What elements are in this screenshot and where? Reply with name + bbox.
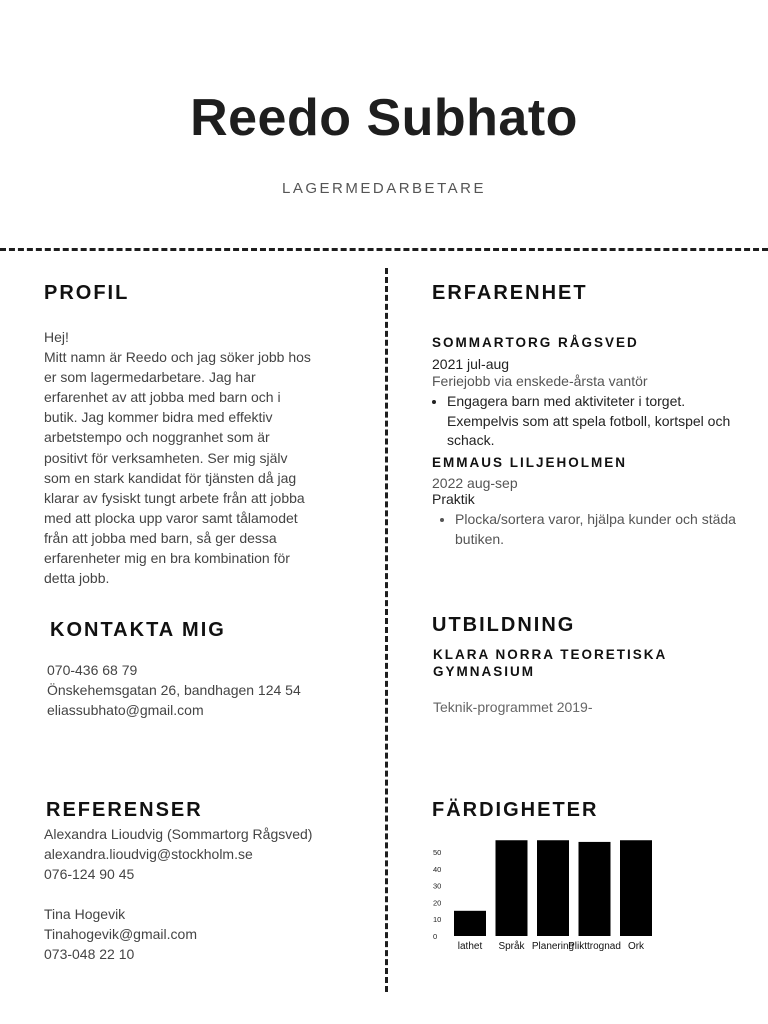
y-tick-label: 50 (433, 848, 442, 857)
contact-email: eliassubhato@gmail.com (47, 702, 204, 719)
job-2-task: • Plocka/sortera varor, hjälpa kunder och städa butiken. (455, 510, 740, 549)
references-heading: REFERENSER (46, 799, 203, 821)
profile-line: från att jobba med barn, så ger dessa (44, 529, 277, 546)
y-tick-label: 0 (433, 932, 438, 941)
job-title: LAGERMEDARBETARE (282, 180, 486, 197)
job-1-company: SOMMARTORG RÅGSVED (432, 335, 639, 350)
job-1-tasks (432, 392, 732, 451)
y-tick-label: 30 (433, 881, 442, 891)
education-heading: UTBILDNING (432, 614, 576, 636)
profile-line: med att plocka upp varor samt tålamodet (44, 509, 298, 526)
reference-1-name: Alexandra Lioudvig (Sommartorg Rågsved) (44, 826, 313, 842)
profile-line: klarar av fysiskt tungt arbete från att jobba (44, 489, 305, 506)
job-2-type: Praktik (432, 491, 475, 507)
reference-2-phone: 073-048 22 10 (44, 946, 135, 963)
profile-text (44, 327, 374, 588)
skill-category-label: Plikttrognad (568, 941, 621, 952)
y-tick-label: 40 (433, 864, 442, 874)
skill-bar (579, 842, 611, 936)
skills-heading: FÄRDIGHETER (432, 799, 599, 821)
experience-heading: ERFARENHET (432, 282, 588, 304)
skill-category-label: Ork (627, 941, 645, 952)
contact-heading: KONTAKTA MIG (50, 619, 226, 641)
skill-category-label: Planering (531, 941, 575, 952)
reference-1-phone: 076-124 90 45 (44, 866, 135, 883)
y-tick-label: 10 (433, 915, 442, 925)
skill-bar (537, 840, 569, 936)
profile-line: detta jobb. (44, 570, 110, 587)
school-name (433, 646, 667, 680)
contact-phone: 070-436 68 79 (47, 662, 138, 678)
contact-address: Önskehemsgatan 26, bandhagen 124 54 (47, 682, 301, 699)
profile-line: erfarenheter mig en bra kombination för (44, 550, 290, 567)
skill-category-label: lathet (457, 941, 483, 952)
contact-info (47, 660, 301, 720)
profile-line: arbetstempo och noggranhet som är (44, 429, 270, 446)
references-list (44, 824, 312, 965)
skill-category-label: Språk (498, 941, 525, 952)
y-tick-label: 20 (433, 898, 442, 908)
candidate-name: Reedo Subhato (190, 89, 578, 147)
reference-2-email: Tinahogevik@gmail.com (44, 926, 197, 943)
profile-line: Mitt namn är Reedo och jag söker jobb hos (44, 349, 311, 366)
school-name-line-2: GYMNASIUM (433, 664, 535, 679)
school-name-line-1: KLARA NORRA TEORETISKA (433, 647, 668, 662)
vertical-divider (385, 268, 388, 992)
reference-1-email: alexandra.lioudvig@stockholm.se (44, 846, 253, 863)
school-program: Teknik-programmet 2019- (433, 699, 593, 715)
job-1-task: • Engagera barn med aktiviteter i torget. Exempelvis som att spela fotboll, kortspel och schack. (447, 392, 732, 451)
reference-2-name: Tina Hogevik (44, 906, 126, 923)
profile-line: butik. Jag kommer bidra med effektiv (44, 409, 273, 426)
profile-heading: PROFIL (44, 282, 130, 304)
job-1-type: Feriejobb via enskede-årsta vantör (432, 373, 648, 389)
skill-bar (496, 840, 528, 936)
skills-bar-chart (425, 832, 715, 958)
job-2-period: 2022 aug-sep (432, 475, 518, 491)
job-2-tasks (440, 510, 740, 549)
profile-line: erfarenhet av att jobba med barn och i (44, 389, 281, 406)
profile-line: som en stark kandidat för tjänsten då jag (44, 469, 297, 486)
profile-line: Hej! (44, 329, 69, 345)
profile-line: positivt för verksamheten. Ser mig själv (44, 449, 288, 466)
job-1-period: 2021 jul-aug (432, 356, 510, 372)
horizontal-divider (0, 248, 768, 251)
skill-bar (454, 911, 486, 936)
profile-line: er som lagermedarbetare. Jag har (44, 369, 256, 386)
job-2-company: EMMAUS LILJEHOLMEN (432, 455, 628, 470)
skill-bar (620, 840, 652, 936)
